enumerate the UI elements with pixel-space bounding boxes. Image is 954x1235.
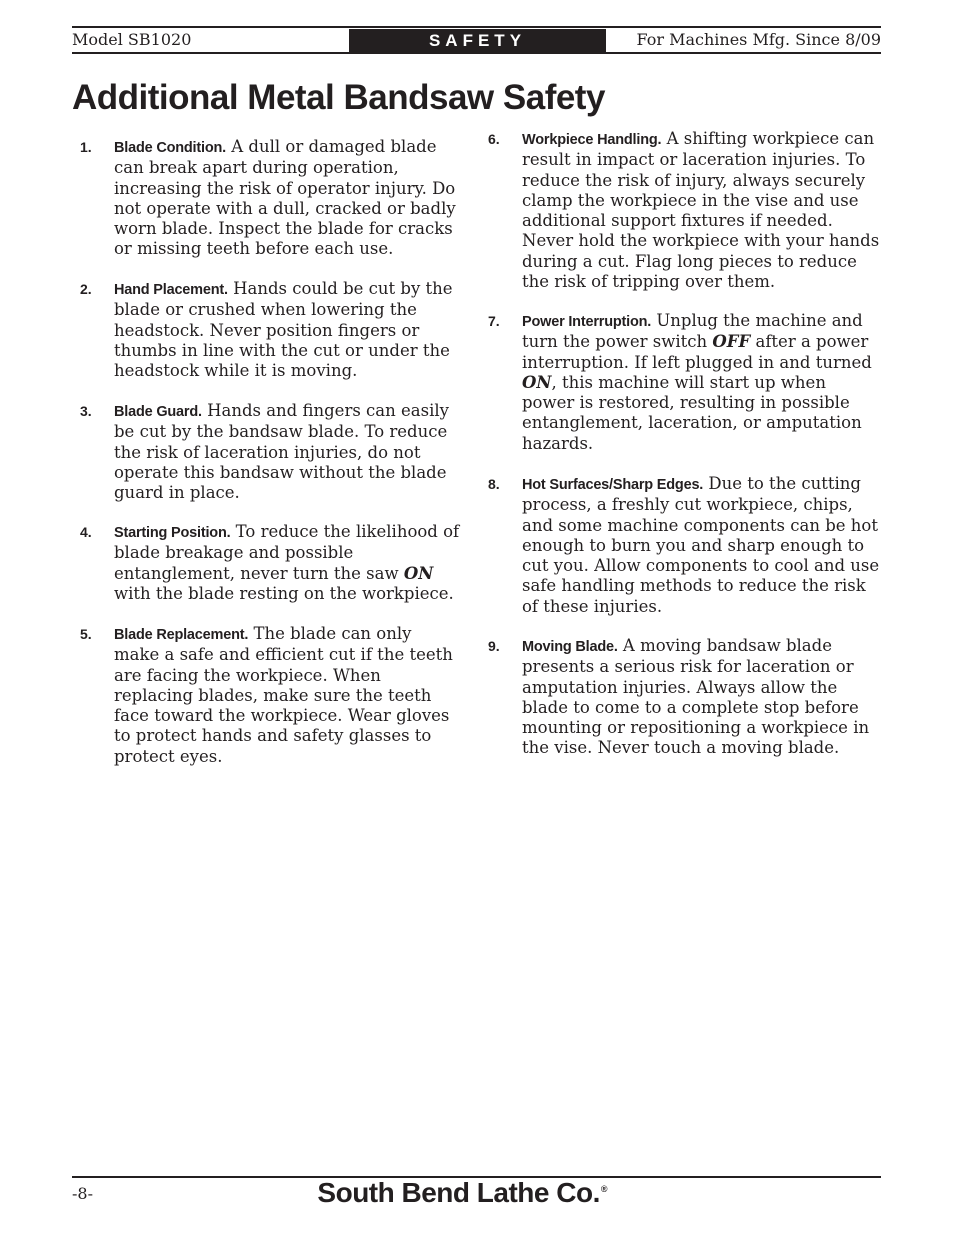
item-text: To reduce the likelihood of blade breakage and possible entanglement, never turn the saw: [114, 522, 460, 583]
item-number: 2.: [80, 281, 92, 297]
item-number: 3.: [80, 403, 92, 419]
item-label: Blade Condition.: [114, 140, 226, 156]
item-label: Hot Surfaces/Sharp Edges.: [522, 477, 704, 493]
item-text: Unplug the machine and turn the power switch: [522, 311, 863, 352]
page-header: [72, 26, 881, 54]
item-text: Due to the cutting process, a freshly cut workpiece, chips, and some machine components can be hot enough to burn you and sharp enough to cut you. Allow components to cool and use safe handling methods to reduce the risk of these injuries.: [522, 474, 880, 616]
item-text: with the blade resting on the workpiece.: [114, 583, 454, 603]
item-label: Starting Position.: [114, 525, 231, 541]
item-number: 9.: [488, 638, 500, 654]
item-number: 5.: [80, 626, 92, 642]
emphasis-on: ON: [522, 372, 552, 392]
item-label: Workpiece Handling.: [522, 132, 662, 148]
brand-logo: [317, 1177, 607, 1209]
item-number: 7.: [488, 313, 500, 329]
machines-date: For Machines Mfg. Since 8/09: [636, 30, 881, 49]
item-text: , this machine will start up when power is restored, resulting in possible entanglement, laceration, or amputation hazards.: [522, 372, 862, 453]
registered-mark: ®: [600, 1183, 607, 1194]
page-number: -8-: [72, 1184, 93, 1203]
item-text: A dull or damaged blade can break apart during operation, increasing the risk of operator injury. Do not operate with a dull, cracked or badly worn blade. Inspect the blade for cracks or missing teeth before each use.: [114, 137, 456, 259]
item-number: 8.: [488, 476, 500, 492]
brand-name: South Bend Lathe Co.: [317, 1177, 600, 1208]
emphasis-off: OFF: [712, 332, 751, 352]
item-number: 4.: [80, 524, 92, 540]
emphasis-on: ON: [403, 563, 434, 583]
section-badge: SAFETY: [349, 29, 606, 53]
item-number: 6.: [488, 131, 500, 147]
page-title: Additional Metal Bandsaw Safety: [72, 78, 605, 117]
item-text: A shifting workpiece can result in impact or laceration injuries. To reduce the risk of injury, always securely clamp the workpiece in the vise and use additional support fixtures if needed. Never hold the workpiece with your hands during a cut. Flag long pieces to reduce the risk of tripping over them.: [522, 129, 880, 292]
item-label: Power Interruption.: [522, 314, 652, 330]
item-label: Moving Blade.: [522, 639, 618, 655]
item-label: Hand Placement.: [114, 282, 228, 298]
item-label: Blade Guard.: [114, 404, 202, 420]
item-text: Hands could be cut by the blade or crushed when lowering the headstock. Never position fingers or thumbs in line with the cut or under the headstock while it is moving.: [114, 279, 453, 381]
model-number: Model SB1020: [72, 30, 192, 49]
item-text: Hands and fingers can easily be cut by the bandsaw blade. To reduce the risk of laceration injuries, do not operate this bandsaw without the blade guard in place.: [114, 401, 449, 503]
item-text: The blade can only make a safe and efficient cut if the teeth are facing the workpiece. When replacing blades, make sure the teeth face toward the workpiece. Wear gloves to protect hands and safety glasses to protect eyes.: [114, 624, 453, 766]
item-text: A moving bandsaw blade presents a serious risk for laceration or amputation injuries. Always allow the blade to come to a complete stop before mounting or repositioning a workpiece in the vise. Never touch a moving blade.: [522, 636, 870, 758]
item-text: after a power interruption. If left plugged in and turned: [522, 332, 872, 372]
item-number: 1.: [80, 139, 92, 155]
item-label: Blade Replacement.: [114, 627, 249, 643]
